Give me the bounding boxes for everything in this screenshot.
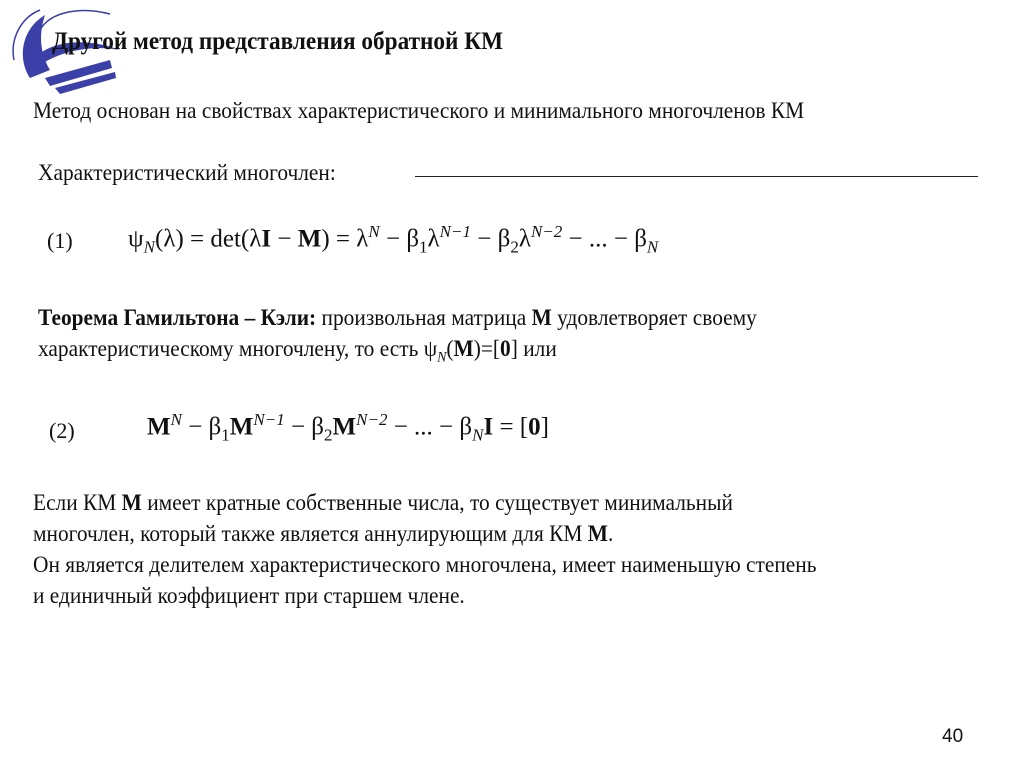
- paragraph-line-3: Он является делителем характеристического многочлена, имеет наименьшую степень: [33, 552, 817, 577]
- theorem-line-2: характеристическому многочлену, то есть $\psi_N(M)=[0]$ или: [38, 336, 557, 366]
- theorem-line-1: Теорема Гамильтона – Кэли: произвольная матрица M удовлетворяет своему: [38, 305, 757, 330]
- paragraph-line-1: Если КМ M имеет кратные собственные числа, то существует минимальный: [33, 490, 733, 515]
- eq2-number: (2): [49, 418, 75, 443]
- intro-text: Метод основан на свойствах характеристического и минимального многочленов КМ: [33, 98, 805, 123]
- equation-2: $M^N - \beta_1M^{N-1} - \beta_2M^{N-2}$ − ... − $\beta_NI = [0]$: [147, 410, 549, 445]
- equation-1: $\psi_N(\lambda) = \det(\lambda I - M) = \lambda^N - \beta_1\lambda^{N-1} - \beta_2\lambda^{N-2}$ − ... − $\beta_N$: [128, 222, 659, 257]
- divider-line: [415, 176, 978, 177]
- eq1-number: (1): [47, 228, 73, 253]
- paragraph-line-2: многочлен, который также является аннулирующим для КМ M.: [33, 521, 614, 546]
- paragraph-line-4: и единичный коэффициент при старшем члене.: [33, 583, 465, 608]
- char-poly-label: Характеристический многочлен:: [38, 160, 336, 185]
- slide-title: Другой метод представления обратной КМ: [52, 28, 504, 55]
- page-number: 40: [942, 726, 964, 747]
